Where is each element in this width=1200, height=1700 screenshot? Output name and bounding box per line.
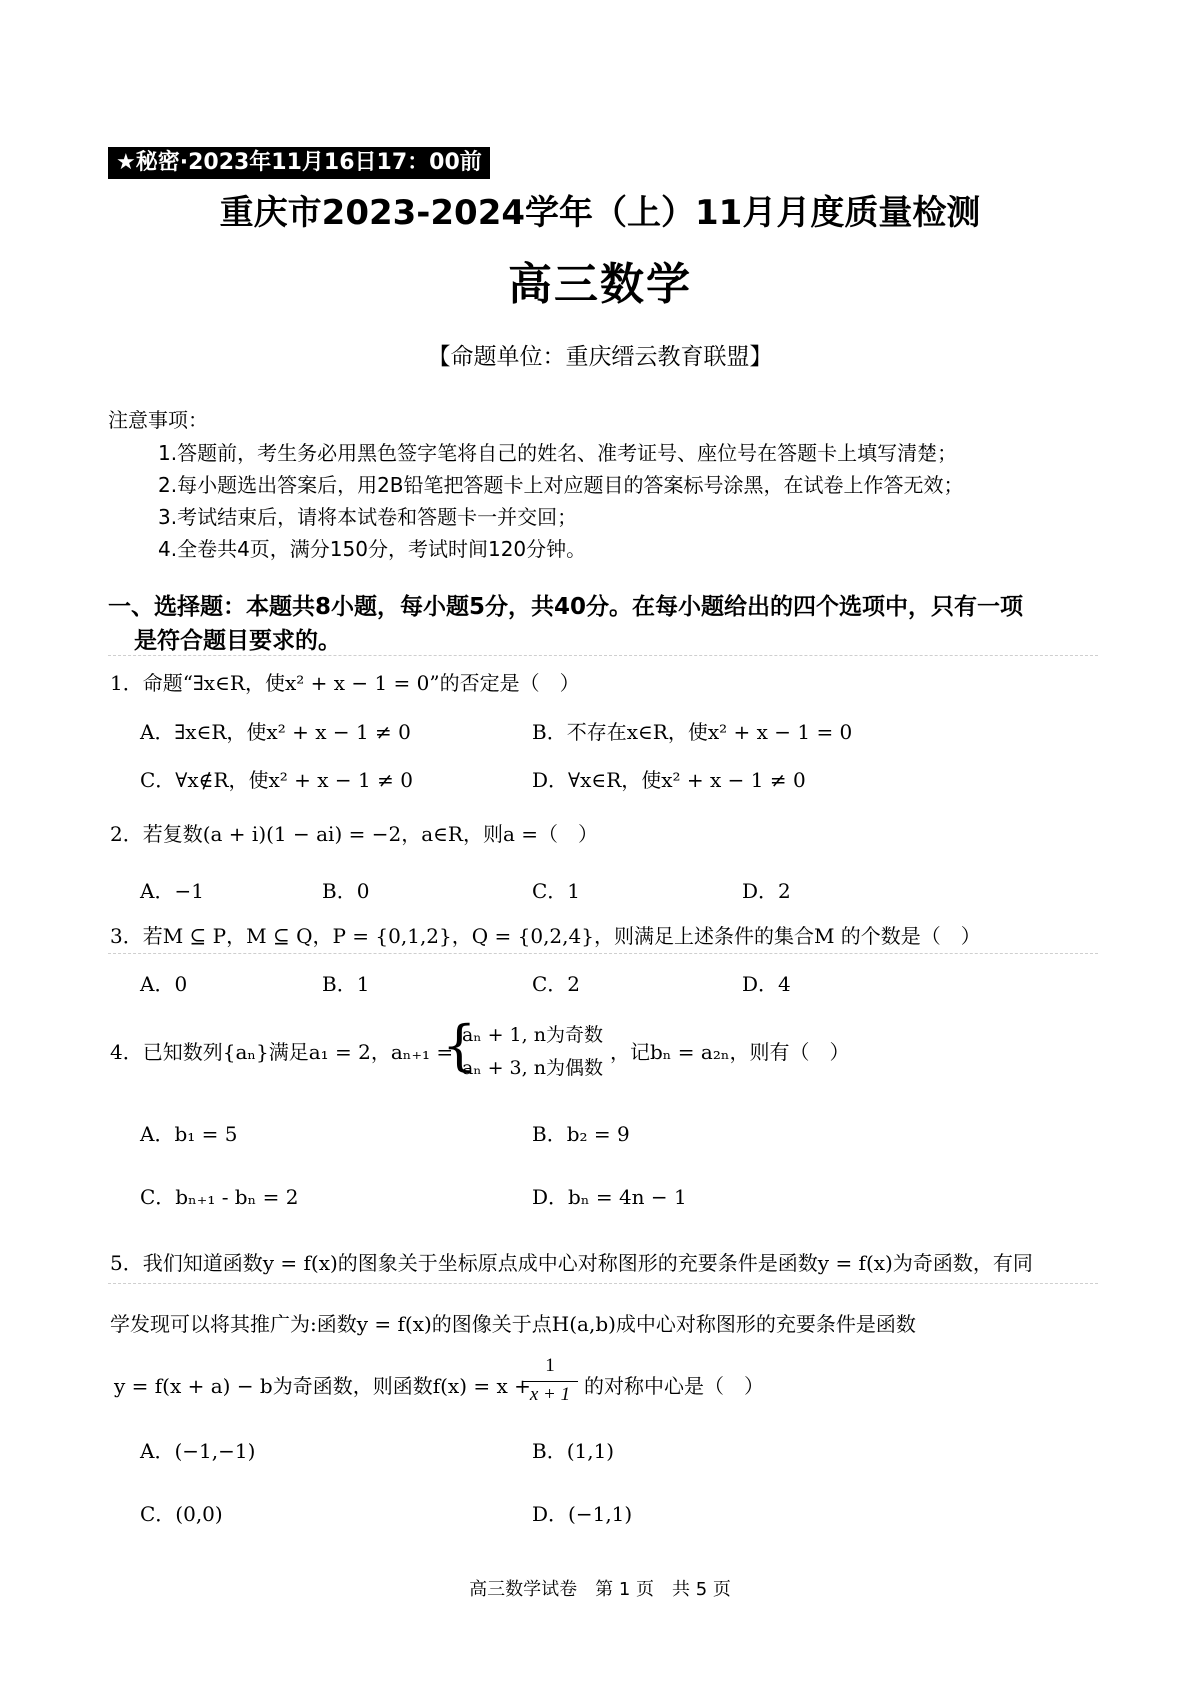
question-4-stem-prefix: 4．已知数列{aₙ}满足a₁ = 2，aₙ₊₁ = bbox=[110, 1040, 454, 1064]
question-5-option-c: C．(0,0) bbox=[140, 1502, 223, 1526]
question-4-case-1: aₙ + 1, n为奇数 bbox=[462, 1024, 603, 1046]
note-item: 4.全卷共4页，满分150分，考试时间120分钟。 bbox=[158, 537, 587, 561]
question-4-option-c: C．bₙ₊₁ - bₙ = 2 bbox=[140, 1185, 299, 1209]
question-4-option-b: B．b₂ = 9 bbox=[532, 1122, 630, 1146]
question-3-stem: 3．若M ⊆ P，M ⊆ Q，P = {0,1,2}，Q = {0,2,4}，则满足上述条件的集合M 的个数是（ ） bbox=[110, 924, 981, 948]
question-1-option-b: B．不存在x∈R，使x² + x − 1 = 0 bbox=[532, 720, 853, 744]
divider bbox=[108, 953, 1098, 954]
question-2-stem: 2．若复数(a + i)(1 − ai) = −2，a∈R，则a =（ ） bbox=[110, 822, 599, 846]
question-1-option-a: A．∃x∈R，使x² + x − 1 ≠ 0 bbox=[140, 720, 411, 744]
fraction-denominator: x + 1 bbox=[529, 1384, 571, 1405]
question-3-option-a: A．0 bbox=[140, 972, 188, 996]
question-2-option-a: A．−1 bbox=[140, 879, 204, 903]
section-heading-cont: 是符合题目要求的。 bbox=[134, 628, 341, 654]
divider bbox=[108, 1283, 1098, 1284]
note-item: 3.考试结束后，请将本试卷和答题卡一并交回； bbox=[158, 505, 578, 529]
exam-subject: 高三数学 bbox=[508, 259, 692, 310]
page-footer: 高三数学试卷 第 1 页 共 5 页 bbox=[469, 1579, 731, 1600]
note-item: 2.每小题选出答案后，用2B铅笔把答题卡上对应题目的答案标号涂黑，在试卷上作答无效； bbox=[158, 473, 964, 497]
fraction-numerator: 1 bbox=[545, 1355, 555, 1376]
exam-title: 重庆市2023-2024学年（上）11月月度质量检测 bbox=[219, 193, 981, 233]
question-1-stem: 1．命题“∃x∈R，使x² + x − 1 = 0”的否定是（ ） bbox=[110, 671, 580, 695]
question-4-case-2: aₙ + 3, n为偶数 bbox=[462, 1057, 603, 1079]
question-1-option-d: D．∀x∈R，使x² + x − 1 ≠ 0 bbox=[532, 768, 806, 792]
fraction-bar bbox=[522, 1381, 578, 1382]
question-4-option-a: A．b₁ = 5 bbox=[140, 1122, 238, 1146]
question-5-line-1: 5．我们知道函数y = f(x)的图象关于坐标原点成中心对称图形的充要条件是函数y = f(x)为奇函数，有同 bbox=[110, 1251, 1033, 1275]
question-5-line-2: 学发现可以将其推广为:函数y = f(x)的图像关于点H(a,b)成中心对称图形的充要条件是函数 bbox=[110, 1312, 916, 1336]
question-3-option-b: B．1 bbox=[322, 972, 370, 996]
question-2-option-d: D．2 bbox=[742, 879, 791, 903]
question-2-option-b: B．0 bbox=[322, 879, 370, 903]
question-5-line-3-suffix: 的对称中心是（ ） bbox=[584, 1374, 764, 1398]
question-3-option-c: C．2 bbox=[532, 972, 581, 996]
section-heading: 一、选择题：本题共8小题，每小题5分，共40分。在每小题给出的四个选项中，只有一项 bbox=[108, 594, 1024, 620]
question-5-option-d: D．(−1,1) bbox=[532, 1502, 633, 1526]
question-2-option-c: C．1 bbox=[532, 879, 581, 903]
question-4-option-d: D．bₙ = 4n − 1 bbox=[532, 1185, 687, 1209]
exam-unit: 【命题单位：重庆缙云教育联盟】 bbox=[427, 344, 773, 370]
question-1-option-c: C．∀x∉R，使x² + x − 1 ≠ 0 bbox=[140, 768, 413, 792]
divider bbox=[108, 655, 1098, 656]
question-5-option-a: A．(−1,−1) bbox=[140, 1439, 256, 1463]
question-4-stem-suffix: ，记bₙ = a₂ₙ，则有（ ） bbox=[610, 1040, 850, 1064]
brace-symbol: { bbox=[442, 1014, 477, 1077]
question-3-option-d: D．4 bbox=[742, 972, 791, 996]
confidential-badge: ★秘密·2023年11月16日17：00前 bbox=[108, 147, 490, 179]
question-5-option-b: B．(1,1) bbox=[532, 1439, 615, 1463]
notes-heading: 注意事项： bbox=[108, 408, 208, 432]
question-5-line-3-prefix: y = f(x + a) − b为奇函数，则函数f(x) = x + bbox=[114, 1374, 531, 1398]
note-item: 1.答题前，考生务必用黑色签字笔将自己的姓名、准考证号、座位号在答题卡上填写清楚； bbox=[158, 441, 958, 465]
